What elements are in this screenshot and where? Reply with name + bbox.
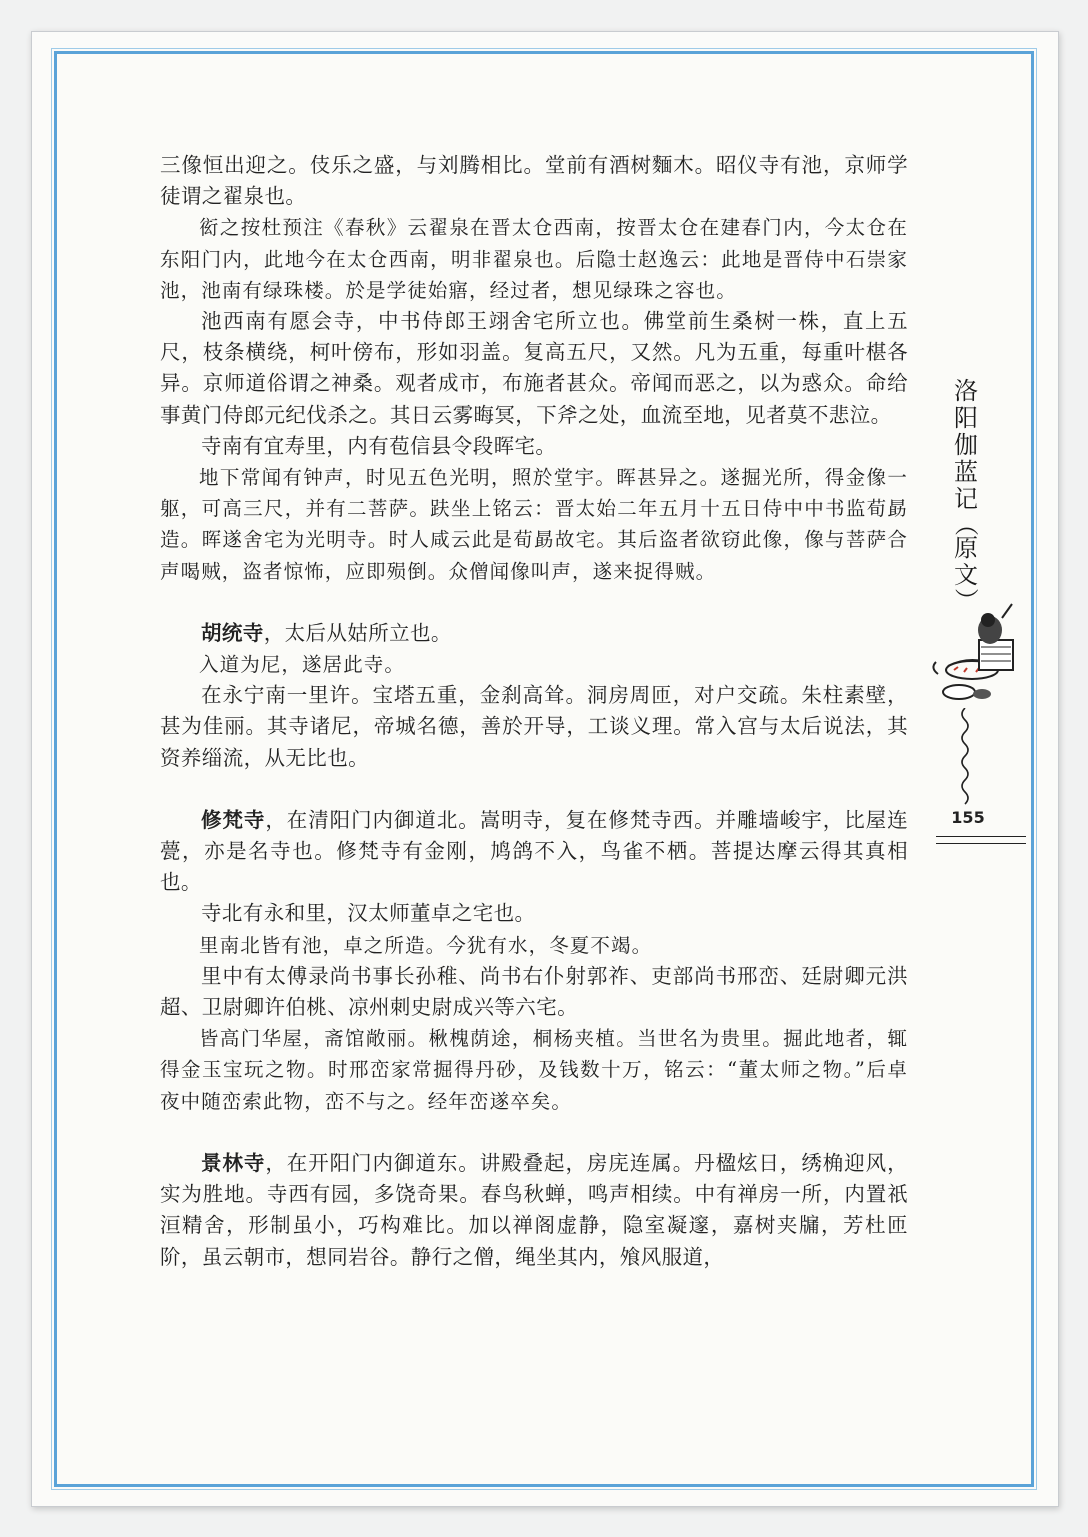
title-char: 蓝 bbox=[954, 458, 978, 486]
annotation-paragraph: 地下常闻有钟声，时见五色光明，照於堂宇。晖甚异之。遂掘光所，得金像一躯，可高三尺，并有二菩萨。趺坐上铭云：晋太始二年五月十五日侍中中书监荀勗造。晖遂舍宅为光明寺。时人咸云此是荀勗故宅。其后盗者欲窃此像，像与菩萨合声喝贼，盗者惊怖，应即殒倒。众僧闻像叫声，遂来捉得贼。 bbox=[160, 466, 908, 583]
title-char: 伽 bbox=[954, 431, 978, 459]
running-title bbox=[946, 378, 986, 611]
temple-name: 景林寺 bbox=[201, 1150, 266, 1175]
paragraph: 寺南有宜寿里，内有苞信县令段晖宅。 bbox=[201, 433, 557, 458]
paragraph: 三像恒出迎之。伎乐之盛，与刘腾相比。堂前有酒树麵木。昭仪寺有池，京师学徒谓之翟泉也。 bbox=[160, 153, 908, 209]
temple-name: 修梵寺 bbox=[201, 807, 266, 832]
title-char: 阳 bbox=[954, 404, 978, 432]
annotation-paragraph: 入道为尼，遂居此寺。 bbox=[199, 653, 406, 677]
title-char: ） bbox=[952, 588, 980, 612]
paragraph: 里中有太傅录尚书事长孙稚、尚书右仆射郭祚、吏部尚书邢峦、廷尉卿元洪超、卫尉卿许伯桃、凉州刺史尉成兴等六宅。 bbox=[160, 963, 908, 1020]
title-char: 洛 bbox=[954, 377, 978, 405]
annotation-paragraph: 衒之按杜预注《春秋》云翟泉在晋太仓西南，按晋太仓在建春门内，今太仓在东阳门内，此地今在太仓西南，明非翟泉也。后隐士赵逸云：此地是晋侍中石崇家池，池南有绿珠楼。於是学徒始寤，经过者，想见绿珠之容也。 bbox=[160, 216, 908, 302]
temple-entry bbox=[160, 1148, 908, 1273]
paragraph: 池西南有愿会寺，中书侍郎王翊舍宅所立也。佛堂前生桑树一株，直上五尺，枝条横绕，柯叶傍布，形如羽盖。复高五尺，又然。凡为五重，每重叶椹各异。京师道俗谓之神桑。观者成市，布施者甚众。帝闻而恶之，以为惑众。命给事黄门侍郎元纪伐杀之。其日云雾晦冥，下斧之处，血流至地，见者莫不悲泣。 bbox=[160, 309, 908, 427]
temple-name: 胡统寺 bbox=[201, 620, 264, 645]
title-char: 文 bbox=[954, 561, 978, 589]
temple-entry bbox=[160, 805, 908, 899]
annotation-paragraph: 里南北皆有池，卓之所造。今犹有水，冬夏不竭。 bbox=[199, 933, 653, 957]
temple-entry bbox=[160, 618, 908, 649]
scholar-illustration-icon bbox=[924, 600, 1024, 705]
title-char: 原 bbox=[954, 534, 978, 562]
body-text bbox=[160, 150, 908, 1273]
wavy-line-ornament bbox=[950, 708, 980, 808]
annotation-paragraph: 皆高门华屋，斋馆敞丽。楸槐荫途，桐杨夹植。当世名为贵里。掘此地者，辄得金玉宝玩之物。时邢峦家常掘得丹砂，及钱数十万，铭云：“董太师之物。”后卓夜中随峦索此物，峦不与之。经年峦遂卒矣。 bbox=[160, 1027, 908, 1113]
paragraph: 寺北有永和里，汉太师董卓之宅也。 bbox=[201, 901, 536, 926]
title-char: 记 bbox=[954, 485, 978, 513]
title-char: （ bbox=[952, 512, 980, 536]
temple-description: ，太后从姑所立也。 bbox=[263, 620, 452, 645]
temple-description: ，在清阳门内御道北。嵩明寺，复在修梵寺西。并雕墙峻宇，比屋连甍，亦是名寺也。修梵寺有金刚，鸠鸽不入，鸟雀不栖。菩提达摩云得其真相也。 bbox=[160, 807, 909, 895]
page-number: 155 bbox=[951, 808, 985, 827]
paragraph: 在永宁南一里许。宝塔五重，金刹高耸。洞房周匝，对户交疏。朱柱素壁，甚为佳丽。其寺诸尼，帝城名德，善於开导，工谈义理。常入宫与太后说法，其资养缁流，从无比也。 bbox=[160, 683, 908, 770]
page-number-rule bbox=[936, 836, 1026, 844]
temple-description: ，在开阳门内御道东。讲殿叠起，房庑连属。丹楹炫日，绣桷迎风，实为胜地。寺西有园，多饶奇果。春鸟秋蝉，鸣声相续。中有禅房一所，内置祇洹精舍，形制虽小，巧构难比。加以禅阁虚静，隐室凝邃，嘉树夹牖，芳杜匝阶，虽云朝市，想同岩谷。静行之僧，绳坐其内，飧风服道， bbox=[160, 1150, 909, 1269]
